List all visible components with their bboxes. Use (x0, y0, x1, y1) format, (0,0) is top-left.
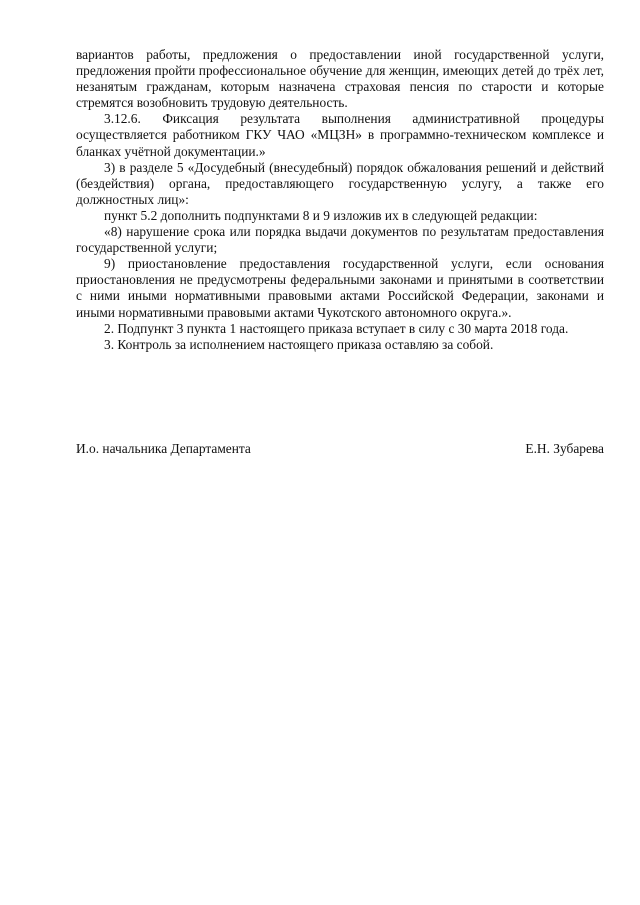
paragraph-subpoint-9: 9) приостановление предоставления государственной услуги, если основания приостановления не предусмотрены федеральными законами и принятыми в соответствии с ними иными нормативными правовыми актами Российской Федерации, законами и иными нормативными правовыми актами Чукотского автономного округа.». (76, 256, 604, 320)
paragraph-item-2: 2. Подпункт 3 пункта 1 настоящего приказа вступает в силу с 30 марта 2018 года. (104, 320, 569, 336)
paragraph-continuation: вариантов работы, предложения о предоставлении иной государственной услуги, предложения пройти профессиональное обучение для женщин, имеющих детей до трёх лет, незанятым гражданам, которым назначена страховая пенсия по старости и которые стремятся возобновить трудовую деятельность. (76, 47, 604, 111)
paragraph-section-5: 3) в разделе 5 «Досудебный (внесудебный) порядок обжалования решений и действий (бездействия) органа, предоставляющего государственную услугу, а также его должностных лиц»: (76, 159, 604, 207)
paragraph-item-3: 3. Контроль за исполнением настоящего приказа оставляю за собой. (104, 336, 494, 352)
document-body (76, 47, 604, 353)
signatory-name: Е.Н. Зубарева (525, 441, 604, 456)
signature-block (76, 441, 604, 457)
signatory-position: И.о. начальника Департамента (76, 441, 251, 456)
paragraph-3-12-6: 3.12.6. Фиксация результата выполнения административной процедуры осуществляется работником ГКУ ЧАО «МЦЗН» в программно-техническом комплексе и бланках учётной документации.» (76, 111, 604, 159)
paragraph-point-5-2: пункт 5.2 дополнить подпунктами 8 и 9 изложив их в следующей редакции: (104, 207, 538, 223)
paragraph-subpoint-8: «8) нарушение срока или порядка выдачи документов по результатам предоставления государственной услуги; (76, 224, 604, 256)
